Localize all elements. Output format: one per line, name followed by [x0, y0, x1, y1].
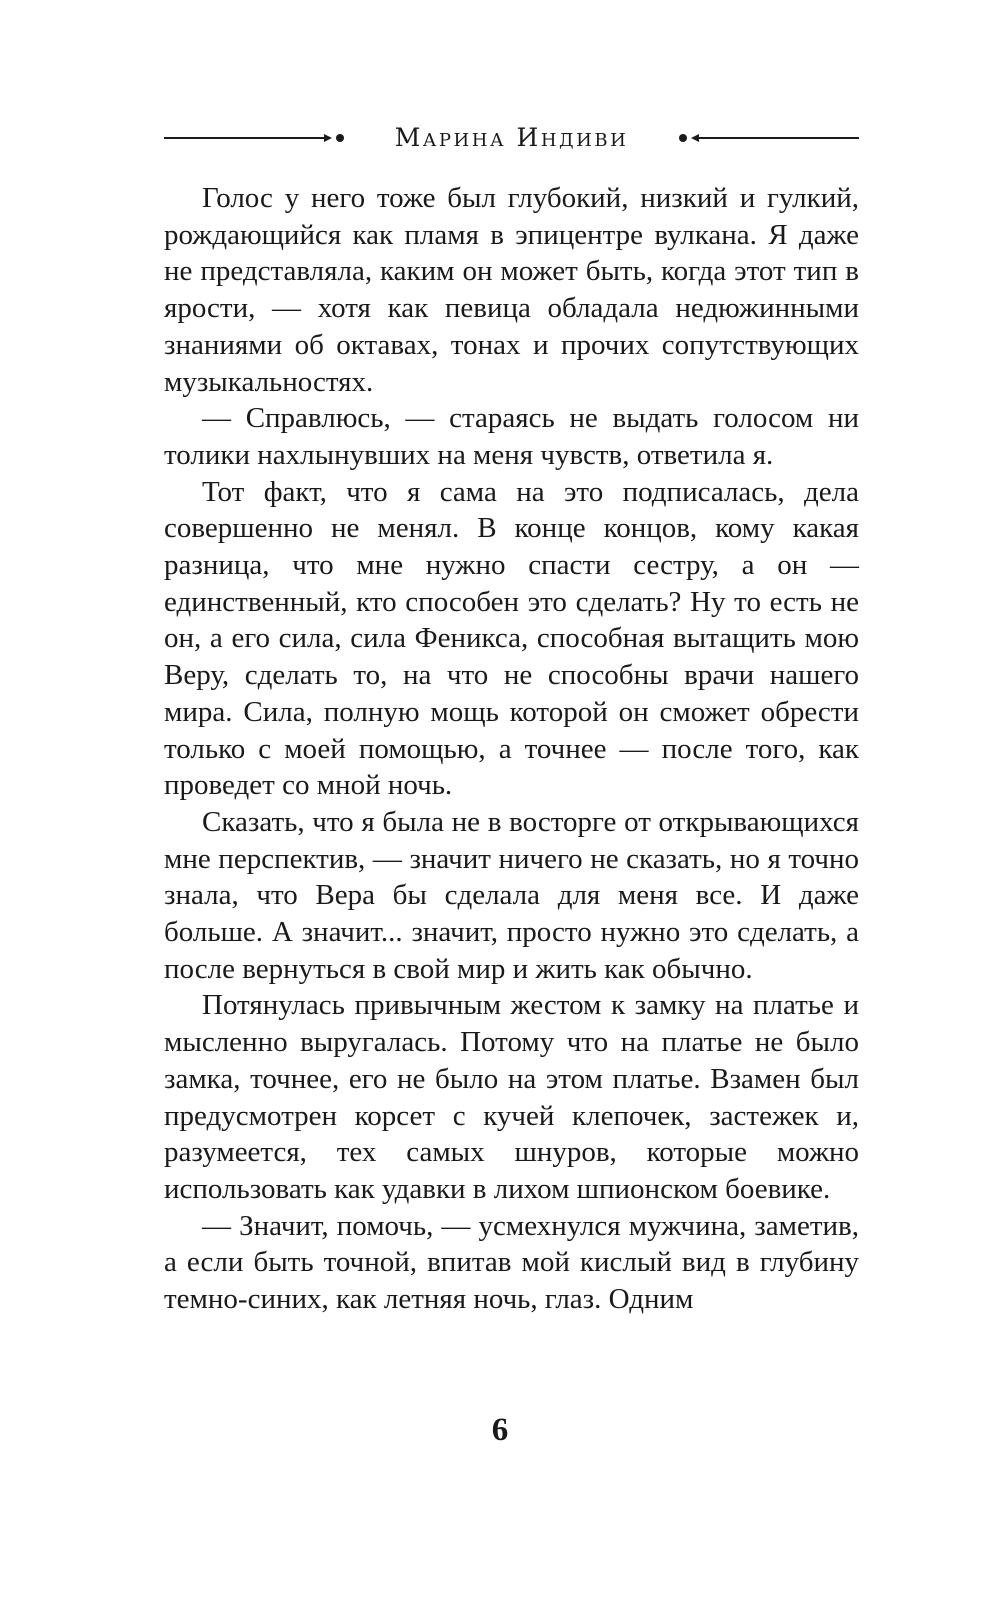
ornament-dot-right: [679, 134, 687, 142]
body-text: [164, 180, 859, 1318]
paragraph: — Значит, помочь, — усмехнулся мужчина, заметив, а если быть точной, впитав мой кислый вид в глубину темно-синих, как летняя ночь, глаз. Одним: [164, 1209, 859, 1316]
paragraph: Потянулась привычным жестом к замку на платье и мысленно выругалась. Потому что на платье не было замка, точнее, его не было на этом платье. Взамен был предусмотрен корсет с кучей клепочек, застежек и, разумеется, тех самых шнуров, которые можно использовать как удавки в лихом шпионском боевике.: [164, 989, 859, 1205]
author-name: Марина Индиви: [394, 123, 629, 152]
paragraph: Сказать, что я была не в восторге от открывающихся мне перспектив, — значит ничего не сказать, но я точно знала, что Вера бы сделала для меня все. И даже больше. А значит... значит, просто нужно это сделать, а после вернуться в свой мир и жить как обычно.: [164, 805, 859, 985]
ornament-rule-right: [697, 137, 859, 139]
paragraph: Тот факт, что я сама на это подписалась, дела совершенно не менял. В конце концов, кому какая разница, что мне нужно спасти сестру, а он — единственный, кто способен это сделать? Ну то есть не он, а его сила, сила Феникса, способная вытащить мою Веру, сделать то, на что не способны врачи нашего мира. Сила, полную мощь которой он сможет обрести только с моей помощью, а точнее — после того, как проведет со мной ночь.: [164, 475, 859, 802]
page-number: 6: [491, 1412, 509, 1448]
paragraph: Голос у него тоже был глубокий, низкий и гулкий, рождающийся как пламя в эпицентре вулкана. Я даже не представляла, каким он может быть, когда этот тип в ярости, — хотя как певица обладала недюжинными знаниями об октавах, тонах и прочих сопутствующих музыкальностях.: [164, 182, 859, 398]
paragraph: — Справлюсь, — стараясь не выдать голосом ни толики нахлынувших на меня чувств, ответила я.: [164, 402, 859, 471]
running-head: [164, 122, 859, 154]
